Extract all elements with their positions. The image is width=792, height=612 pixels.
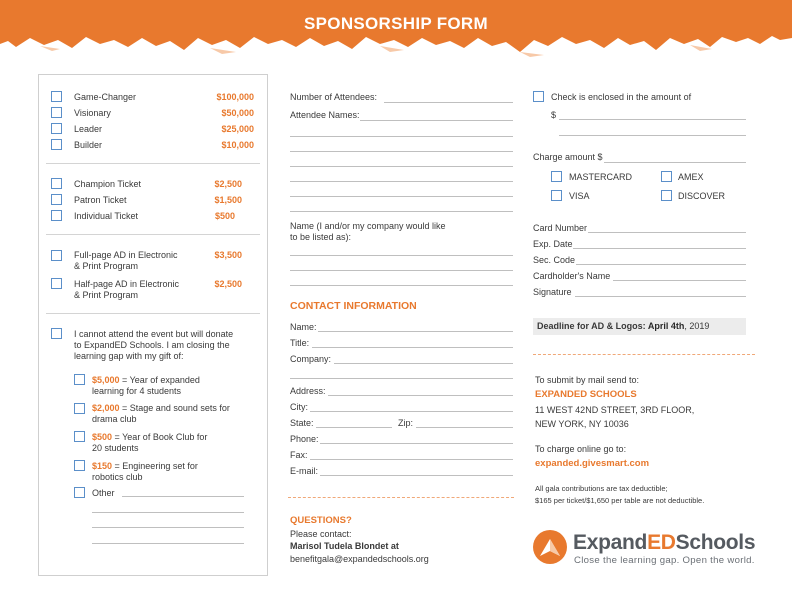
gift-desc-line2: learning for 4 students [92, 386, 182, 396]
gift-option [92, 461, 198, 472]
exp-date-field[interactable] [573, 248, 746, 249]
attendee-name-field[interactable] [290, 136, 513, 137]
card-number-label: Card Number [533, 223, 588, 233]
gift-desc-line2: robotics club [92, 472, 143, 482]
deadline-note [537, 321, 709, 332]
level-label: Leader [74, 124, 103, 134]
logo-tagline: Close the learning gap. Open the world. [574, 555, 755, 566]
contact-email-label: E-mail: [290, 466, 319, 476]
checkbox-gift-5000[interactable] [74, 374, 85, 385]
sec-code-label: Sec. Code [533, 255, 576, 265]
gift-amount: $2,000 [92, 403, 120, 413]
contact-name-label: Name: [290, 322, 317, 332]
contact-email-link[interactable]: benefitgala@expandedschools.org [290, 554, 429, 564]
contact-email-field[interactable] [320, 475, 513, 476]
checkbox-mastercard[interactable] [551, 171, 562, 182]
contact-title-field[interactable] [312, 347, 513, 348]
attendee-name-field[interactable] [360, 120, 513, 121]
attendee-names-label: Attendee Names: [290, 110, 360, 120]
logo-part-ed: ED [647, 531, 676, 554]
checkbox-discover[interactable] [661, 190, 672, 201]
contact-title-label: Title: [290, 338, 310, 348]
charge-amount-field[interactable] [604, 162, 746, 163]
contact-city-label: City: [290, 402, 308, 412]
card-amex-label: AMEX [678, 172, 704, 182]
checkbox-visa[interactable] [551, 190, 562, 201]
listing-name-field[interactable] [290, 270, 513, 271]
deadline-year: , 2019 [684, 321, 710, 331]
divider [46, 234, 260, 235]
other-line[interactable] [92, 543, 244, 544]
listing-name-field[interactable] [290, 255, 513, 256]
gift-desc-line2: 20 students [92, 443, 139, 453]
online-url-link[interactable]: expanded.givesmart.com [535, 458, 650, 469]
ticket-amount: $2,500 [214, 179, 242, 189]
checkbox-gift-other[interactable] [74, 487, 85, 498]
other-amount-field[interactable] [122, 496, 244, 497]
gift-desc: = Stage and sound sets for [119, 403, 230, 413]
level-label: Visionary [74, 108, 111, 118]
gift-option [92, 432, 207, 443]
contact-phone-label: Phone: [290, 434, 319, 444]
checkbox-amex[interactable] [661, 171, 672, 182]
checkbox-builder[interactable] [51, 139, 62, 150]
contact-fax-label: Fax: [290, 450, 308, 460]
contact-state-field[interactable] [316, 427, 392, 428]
listing-name-label-line2: to be listed as): [290, 232, 352, 242]
gift-desc: = Engineering set for [112, 461, 198, 471]
tax-note-line1: All gala contributions are tax deductible; [535, 484, 668, 493]
checkbox-game-changer[interactable] [51, 91, 62, 102]
level-amount: $100,000 [216, 92, 254, 102]
other-line[interactable] [92, 527, 244, 528]
ticket-label: Individual Ticket [74, 211, 139, 221]
level-amount: $50,000 [221, 108, 254, 118]
tax-note-line2: $165 per ticket/$1,650 per table are not deductible. [535, 496, 705, 505]
deadline-label: Deadline for AD & Logos: [537, 321, 648, 331]
logo-part-expand: Expand [573, 531, 648, 554]
contact-name-field[interactable] [318, 331, 513, 332]
page-title: SPONSORSHIP FORM [304, 14, 488, 33]
gift-desc: = Year of expanded [119, 375, 200, 385]
check-dollar-sign: $ [551, 110, 557, 120]
ad-label-line1: Full-page AD in Electronic [74, 250, 178, 260]
mail-city: NEW YORK, NY 10036 [535, 419, 629, 429]
ticket-label: Patron Ticket [74, 195, 127, 205]
signature-field[interactable] [575, 296, 746, 297]
ad-label-line1: Half-page AD in Electronic [74, 279, 180, 289]
attendee-name-field[interactable] [290, 211, 513, 212]
header-banner [0, 0, 792, 62]
gift-desc-line2: drama club [92, 414, 137, 424]
attendee-count-label: Number of Attendees: [290, 92, 378, 102]
card-discover-label: DISCOVER [678, 191, 726, 201]
ticket-amount: $500 [214, 211, 235, 221]
other-line[interactable] [92, 512, 244, 513]
gift-amount: $5,000 [92, 375, 120, 385]
listing-name-label-line1: Name (I and/or my company would like [290, 221, 446, 231]
contact-phone-field[interactable] [320, 443, 513, 444]
checkbox-gift-2000[interactable] [74, 403, 85, 414]
contact-address-label: Address: [290, 386, 326, 396]
ticket-amount: $1,500 [214, 195, 242, 205]
contact-fax-field[interactable] [310, 459, 513, 460]
contact-company-label: Company: [290, 354, 332, 364]
listing-name-field[interactable] [290, 285, 513, 286]
ad-amount: $3,500 [214, 250, 242, 260]
checkbox-gift-500[interactable] [74, 431, 85, 442]
cardholder-label: Cardholder's Name [533, 271, 611, 281]
logo-part-schools: Schools [675, 531, 756, 554]
mail-org: EXPANDED SCHOOLS [535, 389, 637, 400]
online-intro: To charge online go to: [535, 444, 627, 454]
ad-label-line2: & Print Program [74, 261, 139, 271]
attendee-name-field[interactable] [290, 166, 513, 167]
logo-wordmark [573, 531, 755, 555]
contact-company-field[interactable] [290, 378, 513, 379]
mail-intro: To submit by mail send to: [535, 375, 640, 385]
level-label: Game-Changer [74, 92, 137, 102]
mail-street: 11 WEST 42ND STREET, 3RD FLOOR, [535, 405, 695, 415]
card-number-field[interactable] [588, 232, 746, 233]
contact-city-field[interactable] [310, 411, 513, 412]
card-mastercard-label: MASTERCARD [569, 172, 633, 182]
attendee-name-field[interactable] [290, 196, 513, 197]
ticket-label: Champion Ticket [74, 179, 142, 189]
dashed-divider [288, 497, 514, 498]
check-amount-field[interactable] [559, 119, 746, 120]
donation-text-line3: learning gap with my gift of: [74, 351, 184, 361]
charge-amount-label: Charge amount $ [533, 152, 603, 162]
contact-state-label: State: [290, 418, 314, 428]
gift-option [92, 403, 230, 414]
checkbox-check-enclosed[interactable] [533, 91, 544, 102]
other-label: Other [92, 488, 115, 498]
contact-address-field[interactable] [328, 395, 513, 396]
contact-section-title: CONTACT INFORMATION [290, 300, 417, 312]
contact-zip-label: Zip: [398, 418, 414, 428]
cardholder-field[interactable] [613, 280, 746, 281]
card-visa-label: VISA [569, 191, 590, 201]
questions-line1: Please contact: [290, 529, 352, 539]
attendee-name-field[interactable] [290, 181, 513, 182]
checkbox-gift-150[interactable] [74, 460, 85, 471]
checkbox-donate[interactable] [51, 328, 62, 339]
ad-amount: $2,500 [214, 279, 242, 289]
checkbox-leader[interactable] [51, 123, 62, 134]
logo-mark-icon [533, 530, 567, 564]
checkbox-champion-ticket[interactable] [51, 178, 62, 189]
gift-option [92, 375, 200, 386]
divider [46, 313, 260, 314]
donation-text-line1: I cannot attend the event but will donate [74, 329, 234, 339]
gift-amount: $500 [92, 432, 113, 442]
deadline-date: April 4th [647, 321, 685, 331]
level-amount: $10,000 [221, 140, 254, 150]
level-amount: $25,000 [221, 124, 254, 134]
checkbox-visionary[interactable] [51, 107, 62, 118]
contact-person: Marisol Tudela Blondet at [290, 541, 399, 551]
donation-text-line2: to ExpandED Schools. I am closing the [74, 340, 230, 350]
attendee-name-field[interactable] [290, 151, 513, 152]
check-label: Check is enclosed in the amount of [551, 92, 692, 102]
checkbox-individual-ticket[interactable] [51, 210, 62, 221]
exp-date-label: Exp. Date [533, 239, 573, 249]
checkbox-full-page-ad[interactable] [51, 250, 62, 261]
attendee-count-field[interactable] [384, 102, 513, 103]
signature-label: Signature [533, 287, 572, 297]
sec-code-field[interactable] [576, 264, 746, 265]
checkbox-half-page-ad[interactable] [51, 278, 62, 289]
gift-amount: $150 [92, 461, 113, 471]
gift-desc: = Year of Book Club for [112, 432, 208, 442]
divider [46, 163, 260, 164]
dashed-divider [533, 354, 755, 355]
checkbox-patron-ticket[interactable] [51, 194, 62, 205]
ad-label-line2: & Print Program [74, 290, 139, 300]
contact-zip-field[interactable] [416, 427, 513, 428]
level-label: Builder [74, 140, 103, 150]
check-amount-field-2[interactable] [559, 135, 746, 136]
questions-title: QUESTIONS? [290, 515, 352, 526]
contact-company-field[interactable] [334, 363, 513, 364]
